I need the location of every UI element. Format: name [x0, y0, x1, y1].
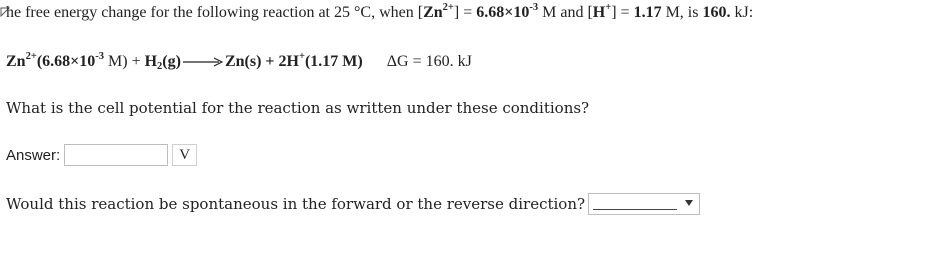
- products: Zn(s) + 2H: [224, 53, 299, 70]
- problem-statement: [6, 4, 753, 22]
- reaction-delta-g: ΔG = 160. kJ: [386, 53, 472, 70]
- intro-text-5: M, is: [661, 4, 703, 21]
- reactant-zn-conc-exponent: -3: [95, 51, 105, 62]
- delta-g-value: 160.: [702, 4, 731, 21]
- reactant-zn-charge: 2+: [25, 51, 37, 62]
- product-h-conc: (1.17 M): [304, 53, 363, 70]
- direction-select[interactable]: [588, 193, 700, 215]
- intro-text-6: kJ:: [730, 4, 754, 21]
- reaction-equation: [6, 53, 472, 71]
- answer-row: [6, 144, 197, 166]
- chevron-down-icon[interactable]: [685, 200, 693, 206]
- zn-ion-symbol: Zn: [423, 4, 443, 21]
- unit-label: V: [172, 144, 197, 166]
- zn-concentration-exponent: -3: [529, 2, 539, 13]
- question-spontaneity: [6, 193, 700, 215]
- reactant-h2-subscript: 2: [157, 61, 163, 72]
- question-spontaneity-text: Would this reaction be spontaneous in the forward or the reverse direction?: [6, 195, 586, 213]
- question-cell-potential: What is the cell potential for the reaction as written under these conditions?: [6, 99, 590, 117]
- reactant-zn-symbol: Zn: [6, 53, 26, 70]
- intro-text-1: he free energy change for the following reaction at 25 °C, when [: [6, 4, 424, 21]
- h-ion-symbol: H: [592, 4, 606, 21]
- intro-text-4: ] =: [611, 4, 634, 21]
- zn-concentration: 6.68×10: [476, 4, 530, 21]
- reactant-zn-conc-end: M) +: [104, 53, 145, 70]
- reactant-zn-conc: (6.68×10: [36, 53, 96, 70]
- h-ion-charge: +: [605, 2, 612, 13]
- intro-text-3: M and [: [538, 4, 593, 21]
- h-concentration: 1.17: [633, 4, 662, 21]
- reactant-h2-state: (g): [162, 53, 181, 70]
- answer-input[interactable]: [64, 144, 168, 166]
- intro-text-2: ] =: [453, 4, 477, 21]
- zn-ion-charge: 2+: [442, 2, 454, 13]
- product-h-charge: +: [298, 51, 305, 62]
- select-blank-line: [593, 209, 677, 210]
- reactant-h2-symbol: H: [144, 53, 158, 70]
- answer-label: Answer:: [6, 146, 61, 164]
- reaction-arrow-icon: [183, 57, 223, 67]
